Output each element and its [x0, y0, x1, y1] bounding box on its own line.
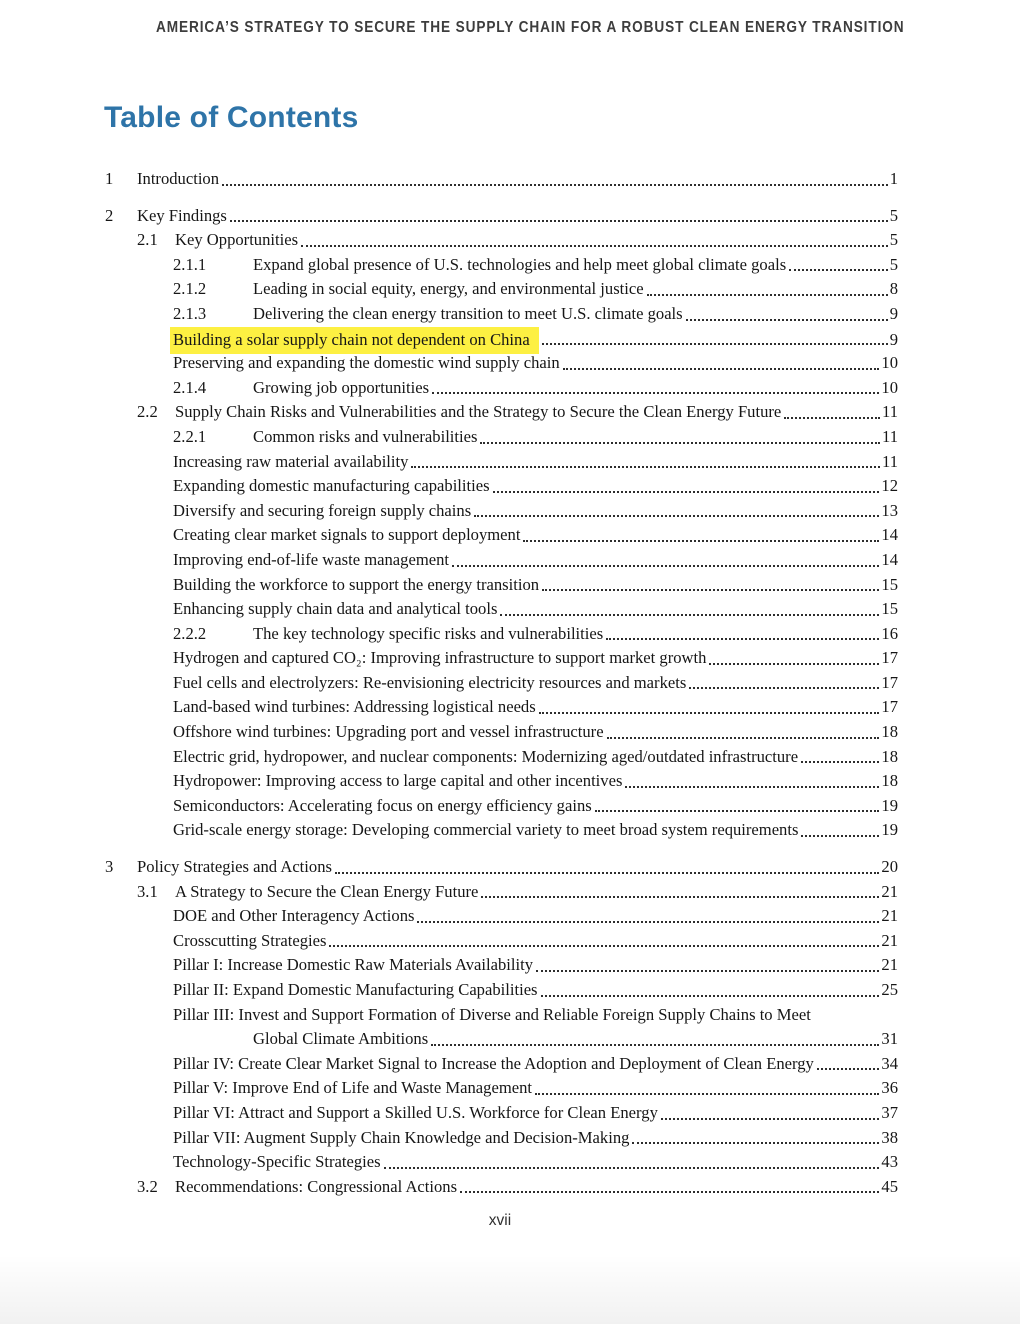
- entry-title: Semiconductors: Accelerating focus on energy efficiency gains: [173, 795, 592, 815]
- page-number: 21: [881, 930, 898, 950]
- page-title: Table of Contents: [104, 101, 359, 134]
- entry-title: DOE and Other Interagency Actions: [173, 906, 415, 926]
- entry-title: Land-based wind turbines: Addressing logistical needs: [173, 697, 536, 717]
- toc-entry[interactable]: [105, 818, 898, 843]
- section-number: 2.1.3: [173, 303, 207, 323]
- page-number: 21: [881, 881, 898, 901]
- page-number: 21: [881, 955, 898, 975]
- entry-title: Global Climate Ambitions: [253, 1029, 429, 1049]
- toc-entry[interactable]: [105, 400, 898, 425]
- dot-leader: [661, 1118, 880, 1120]
- toc-entry[interactable]: [105, 523, 898, 548]
- dot-leader: [607, 737, 880, 739]
- toc-entry[interactable]: [105, 573, 898, 598]
- entry-title: Policy Strategies and Actions: [137, 857, 332, 877]
- page-number: 18: [881, 771, 898, 791]
- dot-leader: [411, 466, 880, 468]
- dot-leader: [480, 442, 880, 444]
- dot-leader: [606, 638, 879, 640]
- page-number: 18: [881, 722, 898, 742]
- dot-leader: [689, 687, 879, 689]
- dot-leader: [474, 515, 879, 517]
- toc-entry[interactable]: [105, 745, 898, 770]
- section-number: 2.1.2: [173, 279, 207, 299]
- table-of-contents: [105, 155, 898, 1199]
- toc-entry[interactable]: [105, 450, 898, 475]
- dot-leader: [542, 343, 888, 345]
- toc-entry[interactable]: [105, 597, 898, 622]
- page-number: 8: [889, 279, 898, 299]
- page-number: 37: [881, 1102, 898, 1122]
- running-header: [105, 19, 905, 37]
- dot-leader: [417, 921, 879, 923]
- page-number: 14: [881, 525, 898, 545]
- page-number: 5: [889, 230, 898, 250]
- page-number: 25: [881, 980, 898, 999]
- entry-title: Pillar I: Increase Domestic Raw Materials Availability: [173, 955, 534, 975]
- dot-leader: [500, 614, 879, 616]
- entry-title: Hydropower: Improving access to large capital and other incentives: [173, 771, 623, 791]
- entry-title: Key Opportunities: [175, 230, 299, 250]
- toc-entry[interactable]: [105, 351, 898, 376]
- entry-title: Leading in social equity, energy, and environmental justice: [253, 279, 644, 299]
- toc-entry[interactable]: [105, 204, 898, 229]
- dot-leader: [632, 1142, 879, 1144]
- toc-entry[interactable]: [105, 253, 898, 278]
- dot-leader: [647, 294, 888, 296]
- page-number: 11: [882, 451, 898, 471]
- entry-title: Hydrogen and captured CO₂: Improving infrastructure to support market growth: [173, 648, 707, 668]
- section-number: 2.1: [137, 230, 158, 250]
- entry-title: Offshore wind turbines: Upgrading port and vessel infrastructure: [173, 722, 604, 742]
- dot-leader: [542, 589, 879, 591]
- entry-title: Key Findings: [137, 205, 227, 225]
- dot-leader: [523, 540, 879, 542]
- toc-entry[interactable]: [105, 1150, 898, 1175]
- entry-title: Supply Chain Risks and Vulnerabilities and the Strategy to Secure the Clean Energy Future: [175, 402, 782, 422]
- dot-leader: [817, 1068, 880, 1070]
- section-number: 3.2: [137, 1176, 158, 1196]
- page-number: 12: [881, 476, 898, 496]
- dot-leader: [625, 786, 879, 788]
- toc-entry[interactable]: [105, 794, 898, 819]
- dot-leader: [481, 896, 879, 898]
- page-number: 43: [881, 1152, 898, 1172]
- dot-leader: [709, 663, 879, 665]
- page-number: 21: [881, 906, 898, 926]
- toc-entry[interactable]: [105, 1003, 898, 1028]
- page-number: 31: [881, 1029, 898, 1049]
- toc-entry[interactable]: [105, 880, 898, 905]
- bottom-fade-gradient: [0, 1254, 1020, 1324]
- toc-entry[interactable]: [105, 855, 898, 880]
- toc-entry[interactable]: [105, 548, 898, 573]
- entry-title: Fuel cells and electrolyzers: Re-envisioning electricity resources and markets: [173, 672, 687, 692]
- dot-leader: [595, 810, 880, 812]
- page-number: 9: [889, 329, 898, 349]
- entry-title: Expand global presence of U.S. technologies and help meet global climate goals: [253, 254, 787, 274]
- toc-entry[interactable]: [105, 1076, 898, 1101]
- toc-entry[interactable]: [105, 499, 898, 524]
- section-number: 2.1.4: [173, 377, 207, 397]
- section-number: 2.2.1: [173, 426, 207, 446]
- entry-title: Technology-Specific Strategies: [173, 1152, 381, 1172]
- entry-title: Expanding domestic manufacturing capabilities: [173, 476, 490, 496]
- dot-leader: [222, 184, 888, 186]
- page-number: 10: [881, 377, 898, 397]
- entry-title: Delivering the clean energy transition to meet U.S. climate goals: [253, 303, 683, 323]
- page-number: 15: [881, 574, 898, 594]
- entry-title: Preserving and expanding the domestic wind supply chain: [173, 353, 560, 373]
- dot-leader: [335, 872, 879, 874]
- entry-title: Introduction: [137, 169, 220, 188]
- toc-entry[interactable]: [105, 904, 898, 929]
- dot-leader: [784, 417, 880, 419]
- toc-entry[interactable]: [105, 1027, 898, 1052]
- toc-entry[interactable]: [105, 695, 898, 720]
- page-number: 1: [889, 169, 898, 188]
- footer-page-number: xvii: [488, 1212, 512, 1229]
- entry-title: Pillar II: Expand Domestic Manufacturing Capabilities: [173, 980, 538, 999]
- entry-title: Enhancing supply chain data and analytical tools: [173, 599, 498, 619]
- entry-title: The key technology specific risks and vulnerabilities: [253, 623, 604, 643]
- dot-leader: [493, 491, 880, 493]
- dot-leader: [432, 392, 879, 394]
- dot-leader: [452, 565, 879, 567]
- entry-title: Recommendations: Congressional Actions: [175, 1176, 458, 1196]
- toc-entry[interactable]: [105, 769, 898, 794]
- page-number: 45: [881, 1176, 898, 1196]
- dot-leader: [329, 945, 879, 947]
- page-number: 11: [882, 426, 898, 446]
- page-number: 11: [882, 402, 898, 422]
- toc-entry[interactable]: [105, 953, 898, 978]
- entry-title: Growing job opportunities: [253, 377, 430, 397]
- toc-entry[interactable]: [105, 1126, 898, 1151]
- dot-leader: [431, 1044, 879, 1046]
- entry-title: Pillar VI: Attract and Support a Skilled U.S. Workforce for Clean Energy: [173, 1102, 658, 1122]
- toc-entry[interactable]: [105, 425, 898, 450]
- toc-entry[interactable]: [105, 646, 898, 671]
- entry-title: Building the workforce to support the energy transition: [173, 574, 540, 594]
- dot-leader: [801, 761, 879, 763]
- page-number: 34: [881, 1053, 898, 1073]
- entry-title: Grid-scale energy storage: Developing commercial variety to meet broad system requirements: [173, 820, 799, 840]
- page-number: 14: [881, 549, 898, 569]
- running-header-text: AMERICA’S STRATEGY TO SECURE THE SUPPLY CHAIN FOR A ROBUST CLEAN ENERGY TRANSITION: [156, 19, 905, 36]
- page-number: 16: [881, 623, 898, 643]
- entry-title: Diversify and securing foreign supply chains: [173, 500, 472, 520]
- toc-entry[interactable]: [105, 1052, 898, 1077]
- entry-title: Pillar III: Invest and Support Formation of Diverse and Reliable Foreign Supply Chains to Meet: [173, 1004, 811, 1024]
- toc-entry[interactable]: [105, 167, 898, 192]
- entry-title: Pillar VII: Augment Supply Chain Knowledge and Decision-Making: [173, 1127, 630, 1147]
- page-number: 17: [881, 648, 898, 668]
- dot-leader: [563, 368, 880, 370]
- dot-leader: [801, 835, 879, 837]
- page-number: 9: [889, 303, 898, 323]
- page-number: 38: [881, 1127, 898, 1147]
- toc-entry[interactable]: [105, 720, 898, 745]
- page-number: 5: [889, 254, 898, 274]
- page-number: 19: [881, 820, 898, 840]
- entry-title: Pillar IV: Create Clear Market Signal to Increase the Adoption and Deployment of Clean Energy: [173, 1053, 814, 1073]
- dot-leader: [539, 712, 880, 714]
- entry-title: Crosscutting Strategies: [173, 930, 327, 950]
- page-number: 5: [889, 205, 898, 225]
- entry-title-highlighted: Building a solar supply chain not dependent on China: [170, 327, 539, 355]
- section-number: 2.2.2: [173, 623, 207, 643]
- page-number: 17: [881, 697, 898, 717]
- page-number: 36: [881, 1078, 898, 1098]
- toc-entry[interactable]: [105, 929, 898, 954]
- page-number: 15: [881, 599, 898, 619]
- toc-entry[interactable]: [105, 978, 898, 1003]
- page-number: 19: [881, 795, 898, 815]
- entry-title: Common risks and vulnerabilities: [253, 426, 478, 446]
- toc-entry[interactable]: [105, 474, 898, 499]
- dot-leader: [460, 1191, 879, 1193]
- page-number: 18: [881, 746, 898, 766]
- entry-title: A Strategy to Secure the Clean Energy Future: [175, 881, 479, 901]
- entry-title: Increasing raw material availability: [173, 451, 409, 471]
- dot-leader: [789, 269, 888, 271]
- toc-entry[interactable]: [105, 228, 898, 253]
- toc-entry[interactable]: [105, 622, 898, 647]
- dot-leader: [384, 1167, 880, 1169]
- entry-title: Electric grid, hydropower, and nuclear components: Modernizing aged/outdated infrastructure: [173, 746, 799, 766]
- toc-entry[interactable]: [105, 327, 898, 352]
- section-number: 3.1: [137, 881, 158, 901]
- toc-entry[interactable]: [105, 302, 898, 327]
- dot-leader: [686, 319, 888, 321]
- toc-entry[interactable]: [105, 1101, 898, 1126]
- dot-leader: [536, 970, 879, 972]
- toc-entry[interactable]: [105, 1175, 898, 1200]
- dot-leader: [301, 245, 888, 247]
- page-number: 13: [881, 500, 898, 520]
- toc-entry[interactable]: [105, 376, 898, 401]
- section-number: 2.1.1: [173, 254, 207, 274]
- toc-entry[interactable]: [105, 671, 898, 696]
- page-number: 10: [881, 353, 898, 373]
- page-number: 20: [881, 857, 898, 877]
- entry-title: Creating clear market signals to support deployment: [173, 525, 521, 545]
- page-number: 17: [881, 672, 898, 692]
- entry-title: Improving end-of-life waste management: [173, 549, 450, 569]
- toc-entry[interactable]: [105, 277, 898, 302]
- dot-leader: [230, 220, 888, 222]
- dot-leader: [535, 1093, 879, 1095]
- section-number: 2.2: [137, 402, 158, 422]
- section-number: 2: [105, 205, 114, 225]
- section-number: 3: [105, 857, 114, 877]
- section-number: 1: [105, 169, 114, 188]
- dot-leader: [541, 995, 880, 997]
- entry-title: Pillar V: Improve End of Life and Waste Management: [173, 1078, 533, 1098]
